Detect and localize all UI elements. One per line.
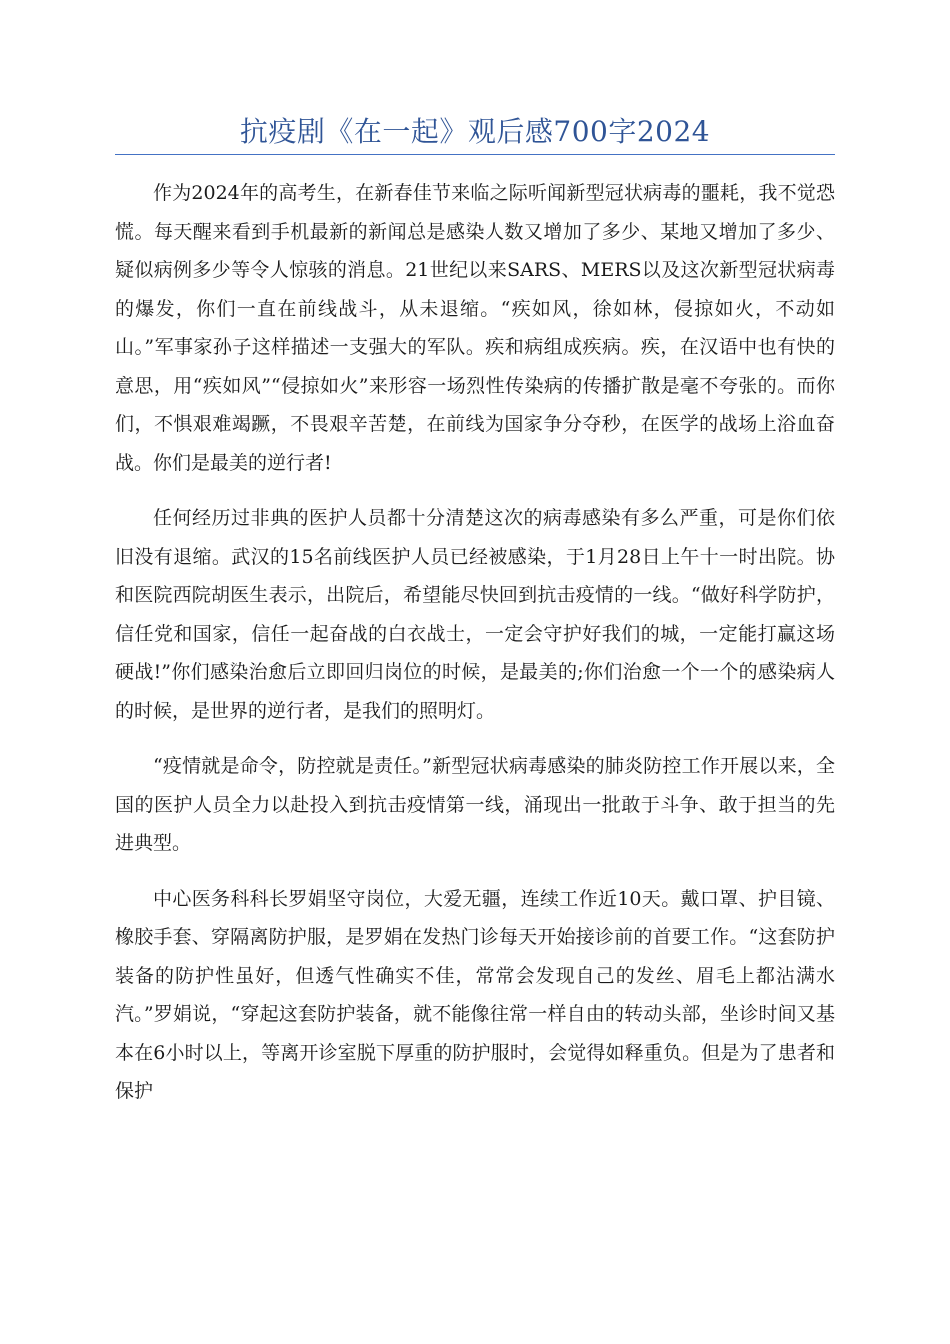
document-title: 抗疫剧《在一起》观后感700字2024 [239, 115, 711, 148]
paragraph-2: 任何经历过非典的医护人员都十分清楚这次的病毒感染有多么严重，可是你们依旧没有退缩。武汉的15名前线医护人员已经被感染，于1月28日上午十一时出院。协和医院西院胡医生表示，出院后，希望能尽快回到抗击疫情的一线。“做好科学防护，信任党和国家，信任一起奋战的白衣战士，一定会守护好我们的城，一定能打赢这场硬战!”你们感染治愈后立即回归岗位的时候，是最美的;你们治愈一个一个的感染病人的时候，是世界的逆行者，是我们的照明灯。 [115, 507, 835, 722]
paragraph-1: 作为2024年的高考生，在新春佳节来临之际听闻新型冠状病毒的噩耗，我不觉恐慌。每天醒来看到手机最新的新闻总是感染人数又增加了多少、某地又增加了多少、疑似病例多少等令人惊骇的消息。21世纪以来SARS、MERS以及这次新型冠状病毒的爆发，你们一直在前线战斗，从未退缩。“疾如风，徐如林，侵掠如火，不动如山。”军事家孙子这样描述一支强大的军队。疾和病组成疾病。疾，在汉语中也有快的意思，用“疾如风”“侵掠如火”来形容一场烈性传染病的传播扩散是毫不夸张的。而你们，不惧艰难竭蹶，不畏艰辛苦楚，在前线为国家争分夺秒，在医学的战场上浴血奋战。你们是最美的逆行者! [115, 182, 835, 474]
document-body [115, 174, 835, 1128]
paragraph-4: 中心医务科科长罗娟坚守岗位，大爱无疆，连续工作近10天。戴口罩、护目镜、橡胶手套、穿隔离防护服，是罗娟在发热门诊每天开始接诊前的首要工作。“这套防护装备的防护性虽好，但透气性确实不佳，常常会发现自己的发丝、眉毛上都沾满水汽。”罗娟说，“穿起这套防护装备，就不能像往常一样自由的转动头部，坐诊时间又基本在6小时以上，等离开诊室脱下厚重的防护服时，会觉得如释重负。但是为了患者和保护 [115, 887, 835, 1102]
paragraph-3: “疫情就是命令，防控就是责任。”新型冠状病毒感染的肺炎防控工作开展以来，全国的医护人员全力以赴投入到抗击疫情第一线，涌现出一批敢于斗争、敢于担当的先进典型。 [115, 755, 835, 854]
title-underline [115, 154, 835, 155]
